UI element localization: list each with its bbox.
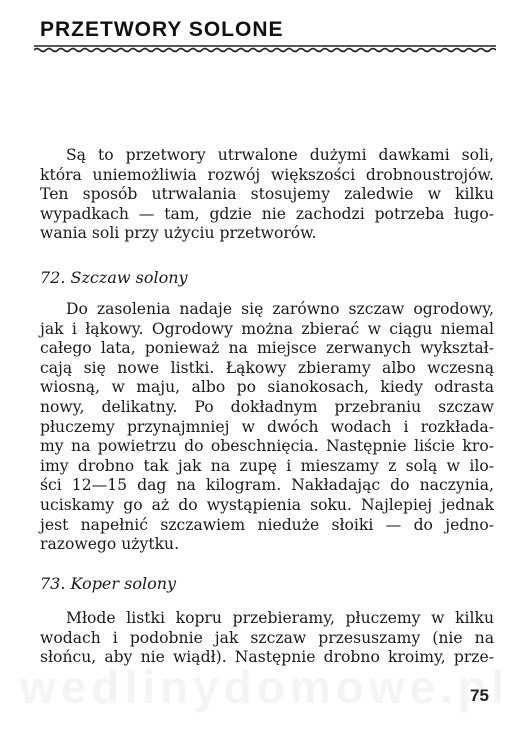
text-line: razowego użytku. [40,535,180,554]
chapter-title: PRZETWORY SOLONE [40,18,284,41]
text-line: Do zasolenia nadaje się zarówno szczaw ogrodowy, [66,300,494,318]
text-line: Ten sposób utrwalania stosujemy zaledwie w kilku [40,185,494,204]
watermark [20,660,530,714]
text-line: imy drobno tak jak na zupę i mieszamy z solą w ilo- [40,456,494,475]
text-line: całego lata, ponieważ na miejsce zerwanych wykształ- [40,339,494,358]
title-wavy-rule [34,44,496,54]
text-line: nowy, delikatny. Po dokładnym przebraniu szczaw [40,397,494,416]
intro-paragraph [40,146,494,244]
page-number: 75 [470,686,489,705]
text-line: my na powietrzu do obeschnięcia. Następnie liście kro- [40,437,494,456]
text-line: ści 12—15 dag na kilogram. Nakładając do naczynia, [40,476,494,495]
text-line: jest napełnić szczawiem nieduże słoiki — do jedno- [40,515,494,534]
text-line: wodach i podobnie jak szczaw przesuszamy (nie na [40,628,494,647]
text-line: wiosną, w maju, albo po sianokosach, kiedy odrasta [40,378,494,397]
text-line: wania soli przy użyciu przetworów. [40,224,317,243]
text-line: wypadkach — tam, gdzie nie zachodzi potrzeba ługo- [40,204,494,223]
section-heading-koper: 73. Koper solony [40,574,177,593]
section-paragraph-szczaw [40,300,494,555]
text-line: płuczemy przynajmniej w dwóch wodach i rozkłada- [40,417,494,436]
section-heading-szczaw: 72. Szczaw solony [40,268,188,287]
text-line: która uniemożliwia rozwój większości drobnoustrojów. [40,165,494,184]
text-line: cają się nowe listki. Łąkowy zbieramy albo wczesną [40,358,494,377]
section-paragraph-koper [40,609,494,668]
text-line: Młode listki kopru przebieramy, płuczemy w kilku [66,609,494,627]
text-line: słońcu, aby nie wiądł). Następnie drobno kroimy, prze- [40,648,494,667]
text-line: jak i łąkowy. Ogrodowy można zbierać w ciągu niemal [40,319,494,338]
text-line: uciskamy go aż do wystąpienia soku. Najlepiej jednak [40,495,494,514]
text-line: Są to przetwory utrwalone dużymi dawkami soli, [66,146,494,164]
